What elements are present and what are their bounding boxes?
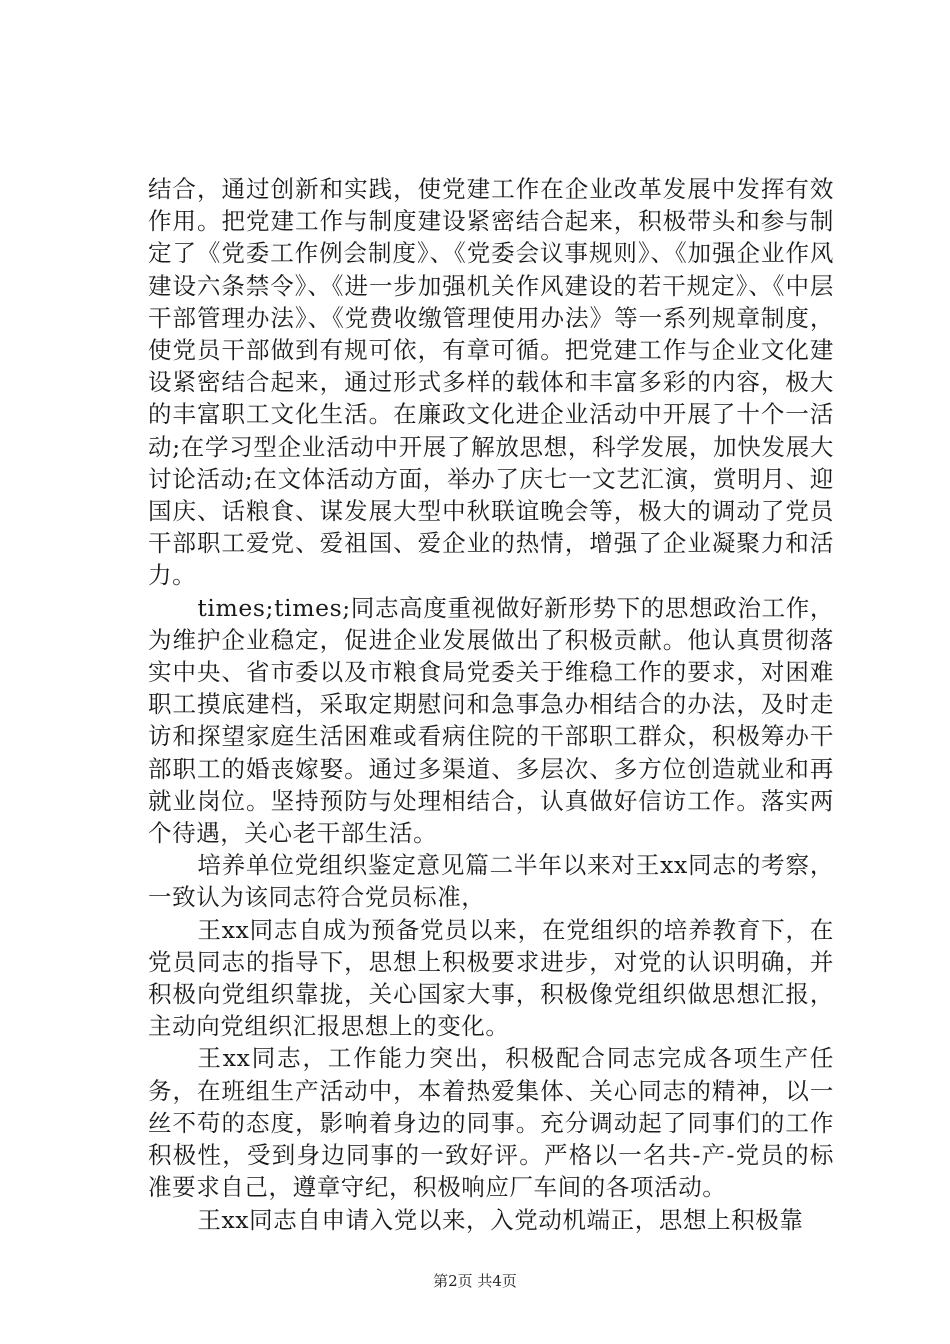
paragraph-2: times;times;同志高度重视做好新形势下的思想政治工作，为维护企业稳定，促进企业发展做出了积极贡献。他认真贯彻落实中央、省市委以及市粮食局党委关于维稳工作的要求，对困难职工摸底建档，采取定期慰问和急事急办相结合的办法，及时走访和探望家庭生活困难或看病住院的干部职工群众，积极筹办干部职工的婚丧嫁娶。通过多渠道、多层次、多方位创造就业和再就业岗位。坚持预防与处理相结合，认真做好信访工作。落实两个待遇，关心老干部生活。	[148, 593, 834, 848]
paragraph-1: 结合，通过创新和实践，使党建工作在企业改革发展中发挥有效作用。把党建工作与制度建设紧密结合起来，积极带头和参与制定了《党委工作例会制度》、《党委会议事规则》、《加强企业作风建设六条禁令》、《进一步加强机关作风建设的若干规定》、《中层干部管理办法》、《党费收缴管理使用办法》等一系列规章制度，使党员干部做到有规可依，有章可循。把党建工作与企业文化建设紧密结合起来，通过形式多样的载体和丰富多彩的内容，极大的丰富职工文化生活。在廉政文化进企业活动中开展了十个一活动;在学习型企业活动中开展了解放思想，科学发展，加快发展大讨论活动;在文体活动方面，举办了庆七一文艺汇演，赏明月、迎国庆、话粮食、谋发展大型中秋联谊晚会等，极大的调动了党员干部职工爱党、爱祖国、爱企业的热情，增强了企业凝聚力和活力。	[148, 175, 834, 590]
paragraph-3: 培养单位党组织鉴定意见篇二半年以来对王xx同志的考察，一致认为该同志符合党员标准，	[148, 851, 834, 912]
page-footer: 第2页 共4页	[433, 1272, 517, 1290]
document-body	[148, 173, 834, 1236]
paragraph-5: 王xx同志，工作能力突出，积极配合同志完成各项生产任务，在班组生产活动中，本着热爱集体、关心同志的精神，以一丝不苟的态度，影响着身边的同事。充分调动起了同事们的工作积极性，受到身边同事的一致好评。严格以一名共-产-党员的标准要求自己，遵章守纪，积极响应厂车间的各项活动。	[148, 1044, 834, 1202]
paragraph-6: 王xx同志自申请入党以来，入党动机端正，思想上积极靠	[197, 1205, 804, 1234]
paragraph-4: 王xx同志自成为预备党员以来，在党组织的培养教育下，在党员同志的指导下，思想上积极要求进步，对党的认识明确，并积极向党组织靠拢，关心国家大事，积极像党组织做思想汇报，主动向党组织汇报思想上的变化。	[148, 915, 834, 1041]
